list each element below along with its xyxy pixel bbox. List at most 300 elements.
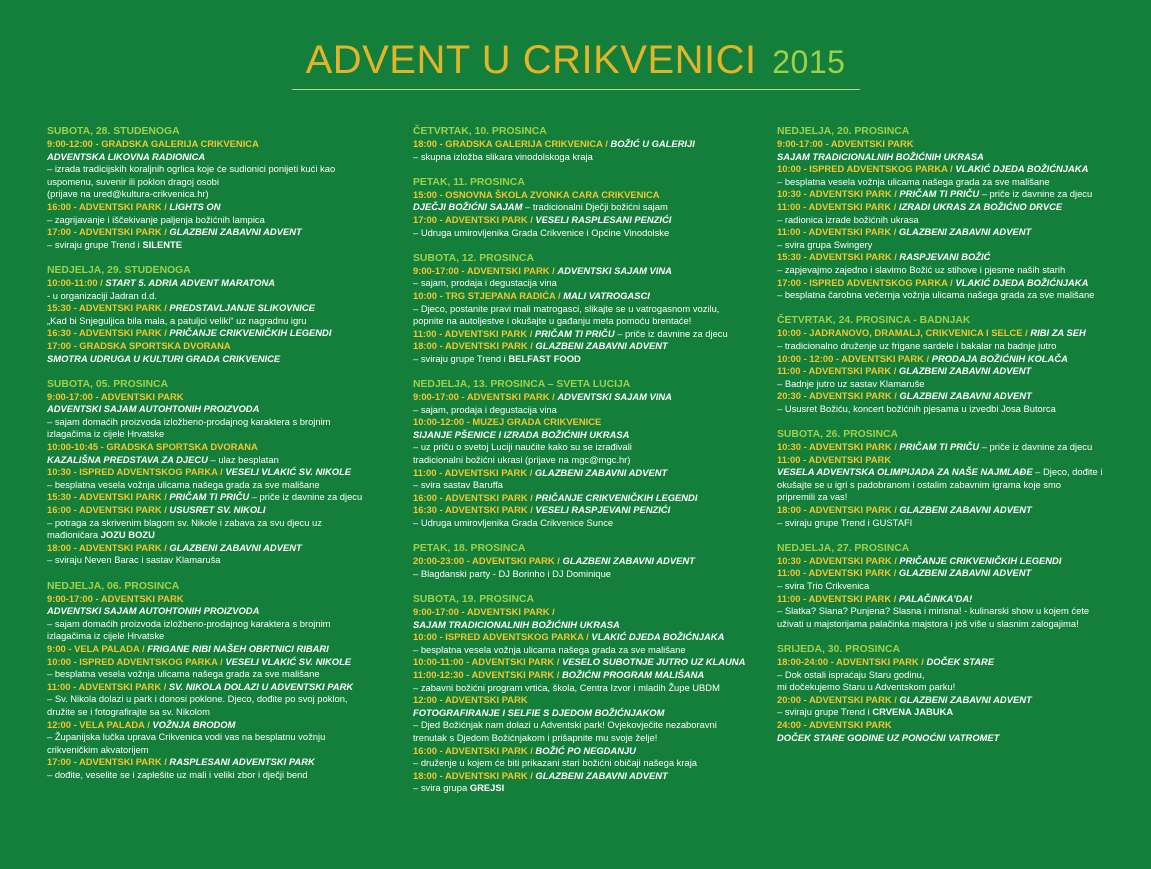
event-time-location: 16:30 - ADVENTSKI PARK / (413, 504, 536, 516)
program-line (47, 504, 393, 517)
day-heading: NEDJELJA, 27. PROSINCA (777, 542, 910, 554)
program-line (777, 353, 1127, 366)
event-description: tradicionalni božićni ukrasi (prijave na mgc@mgc.hr) (413, 454, 631, 466)
event-title: GLAZBENI ZABAVNI ADVENT (898, 365, 1032, 377)
day-heading: PETAK, 18. PROSINCA (413, 543, 526, 555)
event-time-location: 11:00 - ADVENTSKI PARK / (413, 466, 535, 478)
event-description: – Sv. Nikola dolazi u park i donosi poklone. Djeco, dođite po svoj poklon, (47, 693, 348, 705)
program-line (413, 290, 759, 303)
program-line (777, 567, 1127, 580)
event-time-location: 16:00 - ADVENTSKI PARK / (413, 744, 536, 756)
event-title: BOŽIĆ PO NEGDANJU (535, 744, 636, 756)
event-title: VLAKIĆ DJEDA BOŽIĆNJAKA (591, 631, 725, 643)
program-line (777, 201, 1127, 214)
event-time-location: 15:30 - ADVENTSKI PARK / (47, 302, 170, 314)
performer-name: JOZU BOZU (100, 529, 155, 541)
event-title: SAJAM TRADICIONALNIH BOŽIĆNIH UKRASA (777, 150, 984, 162)
program-line (47, 517, 393, 530)
event-title: PALAČINKA'DA! (898, 592, 973, 604)
event-description: – Blagdanski party - DJ Borinho i DJ Dominique (413, 567, 612, 579)
program-line (47, 706, 393, 719)
day-block (413, 252, 759, 366)
program-line (47, 391, 393, 404)
event-title: LIGHTS ON (169, 200, 221, 212)
program-line (413, 555, 759, 568)
program-line (413, 391, 759, 404)
event-time-location: 11:00 - ADVENTSKI PARK / (777, 592, 899, 604)
program-line (777, 214, 1127, 227)
event-description: – besplatna vesela vožnja ulicama našega grada za sve mališane (777, 175, 1050, 187)
program-line (777, 580, 1127, 593)
program-line (47, 302, 393, 315)
day-heading: PETAK, 11. PROSINCA (413, 176, 525, 188)
event-time-location: 11:00-12:30 - ADVENTSKI PARK / (413, 668, 562, 680)
event-description: – sajam domaćih proizvoda izložbeno-prodajnog karaktera s brojnim (47, 415, 331, 427)
event-title: GLAZBENI ZABAVNI ADVENT (898, 226, 1032, 238)
event-description: – besplatna vesela vožnja ulicama našega grada za sve mališane (413, 643, 686, 655)
performer-name: SILENTE (142, 238, 182, 250)
program-line (777, 264, 1127, 277)
event-description: – priče iz davnine za djecu (979, 441, 1093, 453)
event-title: PRIČANJE CRIKVENIČKIH LEGENDI (169, 327, 332, 339)
program-line (777, 289, 1127, 302)
event-description: uživati u majstorijama palačinka majstora i još više u slasnim zalogajima! (777, 617, 1079, 629)
event-time-location: 18:00-24:00 - ADVENTSKI PARK / (777, 655, 927, 667)
event-time-location: 10:00 - ISPRED ADVENTSKOG PARKA / (47, 655, 226, 667)
event-time-location: 9:00-17:00 - ADVENTSKI PARK / (413, 606, 555, 617)
program-line (413, 189, 759, 202)
event-time-location: 16:30 - ADVENTSKI PARK / (47, 327, 170, 339)
program-line (413, 201, 759, 214)
program-line (47, 138, 393, 151)
program-line (777, 466, 1127, 479)
event-time-location: 15:00 - OSNOVNA ŠKOLA ZVONKA CARA CRIKVENICA (413, 188, 660, 200)
program-line (413, 479, 759, 492)
event-time-location: 24:00 - ADVENTSKI PARK (777, 718, 892, 730)
event-time-location: 10:00 - TRG STJEPANA RADIĆA / (413, 289, 564, 301)
event-time-location: 11:00 - ADVENTSKI PARK / (777, 226, 899, 238)
event-description: – tradicionalno druženje uz frigane sardele i bakalar na badnje jutro (777, 339, 1057, 351)
event-title: ADVENTSKA LIKOVNA RADIONICA (47, 150, 206, 162)
event-description: – svira Trio Crikvenica (777, 580, 870, 591)
event-title: USUSRET SV. NIKOLI (169, 504, 266, 516)
event-time-location: 9:00 - VELA PALADA / (47, 642, 148, 654)
event-title: GLAZBENI ZABAVNI ADVENT (562, 555, 695, 567)
day-heading: NEDJELJA, 29. STUDENOGA (47, 264, 191, 276)
event-title: DOČEK STARE (926, 655, 995, 667)
program-line (777, 491, 1127, 504)
event-title: GLAZBENI ZABAVNI ADVENT (535, 769, 668, 781)
event-description: – besplatna čarobna večernja vožnja ulicama našega grada za sve mališane (777, 289, 1095, 301)
event-title: FOTOGRAFIRANJE I SELFIE S DJEDOM BOŽIĆNJAKOM (413, 706, 665, 718)
day-block (47, 580, 393, 782)
program-line (47, 226, 393, 239)
program-line (47, 277, 393, 290)
program-line (777, 681, 1127, 694)
program-line (413, 568, 759, 581)
event-title: START 5. ADRIA ADVENT MARATONA (105, 276, 275, 288)
day-heading: SUBOTA, 05. PROSINCA (47, 378, 169, 390)
day-heading: ČETVRTAK, 10. PROSINCA (413, 126, 547, 137)
event-title: ADVENTSKI SAJAM VINA (557, 264, 672, 276)
event-title: VOŽNJA BRODOM (152, 718, 236, 730)
program-line (777, 555, 1127, 568)
program-line (413, 504, 759, 517)
program-line (47, 290, 393, 303)
program-line (47, 466, 393, 479)
event-title: GLAZBENI ZABAVNI ADVENT (899, 693, 1032, 705)
event-time-location: 10:00-10:45 - GRADSKA SPORTSKA DVORANA (47, 441, 258, 453)
event-title: VESELI RASPJEVANI PENZIĆI (535, 504, 671, 516)
event-description: (prijave na ured@kultura-crikvenica.hr) (47, 188, 209, 200)
program-line (413, 644, 759, 657)
day-heading: ČETVRTAK, 24. PROSINCA - BADNJAK (777, 315, 971, 327)
event-time-location: 10:30 - ISPRED ADVENTSKOG PARKA / (47, 466, 226, 478)
program-line (413, 619, 759, 632)
program-line (47, 428, 393, 441)
event-time-location: 16:00 - ADVENTSKI PARK / (47, 504, 170, 516)
event-description: – sajam domaćih proizvoda izložbeno-prodajnog karaktera s brojnim (47, 617, 331, 629)
event-title: ADVENTSKI SAJAM AUTOHTONIH PROIZVODA (47, 403, 260, 415)
program-line (777, 390, 1127, 403)
program-line (413, 707, 759, 720)
event-description: – radionica izrade božićnih ukrasa (777, 213, 919, 225)
day-heading: SRIJEDA, 30. PROSINCA (777, 643, 900, 655)
program-line (777, 163, 1127, 176)
event-time-location: 9:00-17:00 - ADVENTSKI PARK (47, 390, 184, 402)
event-time-location: 10:00-11:00 - ADVENTSKI PARK / (413, 656, 562, 668)
program-line (413, 353, 759, 366)
event-time-location: 11:00 - ADVENTSKI PARK / (47, 680, 169, 692)
event-description: – svira sastav Baruffa (413, 479, 503, 491)
event-time-location: 18:00 - ADVENTSKI PARK / (47, 541, 170, 553)
event-title: SMOTRA UDRUGA U KULTURI GRADA CRIKVENICE (47, 352, 281, 364)
day-heading: NEDJELJA, 13. PROSINCA – SVETA LUCIJA (413, 379, 631, 391)
event-title: GLAZBENI ZABAVNI ADVENT (899, 504, 1032, 516)
event-time-location: 18:00 - ADVENTSKI PARK / (413, 769, 536, 781)
program-line (47, 731, 393, 744)
event-title: FRIGANE RIBI NAŠEH OBRTNICI RIBARI (147, 642, 329, 654)
program-line (777, 340, 1127, 353)
event-description: – Djeco, dođite i (1032, 466, 1103, 478)
day-block (777, 643, 1127, 744)
program-line (47, 214, 393, 227)
program-line (413, 441, 759, 454)
event-time-location: 10:00 - 12:00 - ADVENTSKI PARK / (777, 352, 932, 364)
day-block (47, 378, 393, 567)
program-line (777, 454, 1127, 467)
event-description: crikveničkim akvatorijem (47, 743, 149, 755)
event-description: – ulaz besplatan (207, 453, 279, 465)
program-line (47, 188, 393, 201)
program-line (47, 151, 393, 164)
program-line (413, 277, 759, 290)
event-description: „Kad bi Snjeguljica bila mala, a patuljci veliki“ uz nagradnu igru (47, 314, 307, 326)
program-line (413, 416, 759, 429)
program-line (777, 618, 1127, 631)
event-description: – druženje u kojem će biti prikazani stari božićni običaji našega kraja (413, 757, 698, 769)
program-line (413, 656, 759, 669)
event-description: – priče iz davnine za djecu (979, 188, 1093, 200)
event-time-location: 12:00 - VELA PALADA / (47, 718, 153, 730)
event-description: – Udruga umirovljenika Grada Crikvenice Sunce (413, 517, 614, 529)
program-line (47, 693, 393, 706)
event-description: – priče iz davnine za djecu (249, 491, 363, 503)
event-time-location: 17:00 - ISPRED ADVENTSKOG PARKA / (777, 276, 956, 288)
title-year: 2015 (772, 44, 846, 80)
event-description: – izrada tradicijskih koraljnih ogrlica koje će sudionici ponijeti kući kao (47, 163, 336, 175)
program-line (413, 340, 759, 353)
program-line (413, 770, 759, 783)
event-description: – Ususret Božiću, koncert božićnih pjesama u izvedbi Josa Butorca (777, 402, 1056, 414)
event-time-location: 9:00-17:00 - ADVENTSKI PARK / (413, 391, 558, 403)
program-line (777, 517, 1127, 530)
event-description: mađioničara (47, 529, 101, 541)
event-time-location: 12:00 - ADVENTSKI PARK (413, 694, 528, 706)
event-description: – skupna izložba slikara vinodolskoga kraja (413, 150, 593, 162)
program-line (47, 529, 393, 542)
event-title: DOČEK STARE GODINE UZ PONOĆNI VATROMET (777, 731, 1000, 743)
program-line (777, 277, 1127, 290)
program-line (47, 744, 393, 757)
program-line (777, 251, 1127, 264)
event-title: ADVENTSKI SAJAM VINA (557, 391, 672, 403)
event-title: BOŽIĆ U GALERIJI (610, 138, 695, 149)
event-time-location: 11:00 - ADVENTSKI PARK / (777, 200, 899, 212)
event-time-location: 17:00 - ADVENTSKI PARK / (413, 213, 536, 225)
event-description: – sviraju grupe Trend i (47, 238, 143, 250)
program-line (413, 467, 759, 480)
program-column-1 (47, 125, 393, 794)
program-line (47, 327, 393, 340)
event-title: GLAZBENI ZABAVNI ADVENT (169, 541, 302, 553)
program-line (413, 631, 759, 644)
event-description: – Djeco, postanite pravi mali matrogasci, slikajte se u vatrogasnom vozilu, (413, 302, 720, 314)
event-title: SV. NIKOLA DOLAZI U ADVENTSKI PARK (168, 680, 354, 692)
program-line (47, 163, 393, 176)
event-title: VESELO SUBOTNJE JUTRO UZ KLAUNA (562, 656, 746, 668)
event-time-location: 10:00 - ISPRED ADVENTSKOG PARKA / (777, 163, 956, 175)
program-line (413, 732, 759, 745)
event-time-location: 20:00 - ADVENTSKI PARK / (777, 693, 900, 705)
event-description: – zabavni božićni program vrtića, škola, Centra Izvor i mladih Župe UBDM (413, 681, 720, 693)
event-description: – Slatka? Slana? Punjena? Slasna i mirisna! - kulinarski show u kojem ćete (777, 605, 1090, 617)
program-line (47, 176, 393, 189)
event-time-location: 10:00 - ISPRED ADVENTSKOG PARKA / (413, 631, 592, 643)
event-title: SAJAM TRADICIONALNIH BOŽIĆNIH UKRASA (413, 618, 620, 630)
event-time-location: 20:30 - ADVENTSKI PARK / (777, 390, 900, 402)
event-description: – sviraju Neven Barac i sastav Klamaruša (47, 554, 221, 566)
event-time-location: 20:00-23:00 - ADVENTSKI PARK / (413, 555, 563, 567)
event-title: ADVENTSKI SAJAM AUTOHTONIH PROIZVODA (47, 605, 260, 617)
event-description: – Udruga umirovljenika Grada Crikvenice i Općine Vinodolske (413, 226, 670, 238)
day-heading: SUBOTA, 28. STUDENOGA (47, 126, 180, 137)
event-title: PREDSTAVLJANJE SLIKOVNICE (169, 302, 315, 314)
event-description: – Badnje jutro uz sastav Klamaruše (777, 377, 925, 389)
program-line (413, 227, 759, 240)
program-line (777, 176, 1127, 189)
event-description: družite se i fotografirajte sa sv. Nikolom (47, 705, 210, 717)
event-description: – svira grupa Swingery (777, 238, 873, 250)
program-line (777, 504, 1127, 517)
event-description: popnite na autoljestve i okušajte u gađanju meta pomoću brentaće! (413, 315, 692, 327)
event-description: – sviraju grupe Trend i (413, 352, 509, 364)
event-description: izlagačima iz cijele Hrvatske (47, 428, 165, 440)
program-line (47, 403, 393, 416)
program-line (777, 593, 1127, 606)
performer-name: CRVENA JABUKA (872, 706, 954, 718)
event-title: RASPLESANI ADVENTSKI PARK (169, 756, 315, 768)
day-block (413, 593, 759, 795)
title-divider (292, 89, 860, 90)
program-line (777, 669, 1127, 682)
event-time-location: 18:00 - ADVENTSKI PARK / (413, 340, 536, 352)
performer-name: BELFAST FOOD (508, 352, 581, 364)
event-title: PRIČAM TI PRIČU (899, 441, 980, 453)
event-time-location: 16:00 - ADVENTSKI PARK / (413, 491, 536, 503)
event-time-location: 9:00-12:00 - GRADSKA GALERIJA CRIKVENICA (47, 138, 259, 149)
event-description: uspomenu, suvenir ili poklon dragoj osobi (47, 175, 219, 187)
event-title: RIBI ZA SEH (1030, 327, 1086, 339)
program-column-3 (777, 125, 1127, 757)
day-heading: NEDJELJA, 20. PROSINCA (777, 126, 910, 137)
day-block (413, 378, 759, 530)
event-time-location: 17:00 - ADVENTSKI PARK / (47, 756, 170, 768)
program-line (47, 769, 393, 782)
event-time-location: 9:00-17:00 - ADVENTSKI PARK (47, 592, 184, 604)
program-line (413, 606, 759, 619)
event-time-location: 10:30 - ADVENTSKI PARK / (777, 188, 900, 200)
event-title: VESELI VLAKIĆ SV. NIKOLE (225, 466, 352, 478)
program-line (47, 479, 393, 492)
program-line (413, 328, 759, 341)
page-title (0, 38, 1151, 83)
event-description: – priče iz davnine za djecu (614, 327, 728, 339)
event-title: SIJANJE PŠENICE I IZRADA BOŽIĆNIH UKRASA (413, 428, 630, 440)
day-block (47, 125, 393, 251)
event-title: VESELI VLAKIĆ SV. NIKOLE (225, 655, 352, 667)
event-time-location: 11:00 - ADVENTSKI PARK (777, 453, 892, 465)
program-line (47, 340, 393, 353)
day-block (413, 176, 759, 239)
day-block (777, 542, 1127, 631)
program-line (777, 441, 1127, 454)
event-title: VESELI RASPLESANI PENZIĆI (535, 213, 672, 225)
event-title: VLAKIĆ DJEDA BOŽIĆNJAKA (955, 163, 1089, 175)
day-heading: SUBOTA, 26. PROSINCA (777, 429, 899, 441)
event-description: – sajam, prodaja i degustacija vina (413, 403, 557, 415)
program-line (777, 365, 1127, 378)
event-time-location: 15:30 - ADVENTSKI PARK / (47, 491, 170, 503)
program-line (777, 226, 1127, 239)
event-description: okušajte se u igri s padobranom i ostalim zabavnim igrama koje smo (777, 478, 1061, 490)
program-line (777, 706, 1127, 719)
program-line (413, 492, 759, 505)
event-title: GLAZBENI ZABAVNI ADVENT (899, 390, 1032, 402)
program-line (413, 303, 759, 316)
event-description: – zapjevajmo zajedno i slavimo Božić uz stihove i pjesme naših starih (777, 263, 1066, 275)
day-block (413, 542, 759, 580)
program-line (47, 416, 393, 429)
program-line (777, 327, 1127, 340)
event-title: IZRADI UKRAS ZA BOŽIĆNO DRVCE (898, 200, 1063, 212)
program-line (413, 429, 759, 442)
event-title: DJEČJI BOŽIĆNI SAJAM (413, 201, 523, 213)
event-time-location: 10:00 - JADRANOVO, DRAMALJ, CRIKVENICA I SELCE / (777, 327, 1031, 339)
event-time-location: 10:00-11:00 / (47, 276, 106, 288)
event-description: – Djed Božićnjak nam dolazi u Adventski park! Ovjekovječite nezaboravni (413, 719, 717, 731)
program-line (47, 756, 393, 769)
program-line (413, 694, 759, 707)
event-description: – besplatna vesela vožnja ulicama našega grada za sve mališane (47, 668, 320, 680)
program-line (47, 605, 393, 618)
event-title: VESELA ADVENTSKA OLIMPIJADA ZA NAŠE NAJMLAĐE (777, 466, 1033, 478)
program-line (47, 201, 393, 214)
program-line (777, 479, 1127, 492)
program-line (413, 757, 759, 770)
event-time-location: 16:00 - ADVENTSKI PARK / (47, 200, 170, 212)
event-time-location: 10:30 - ADVENTSKI PARK / (777, 441, 900, 453)
program-line (47, 656, 393, 669)
event-title: MALI VATROGASCI (563, 289, 650, 301)
program-line (413, 745, 759, 758)
program-line (47, 491, 393, 504)
program-line (47, 719, 393, 732)
event-description: pripremili za vas! (777, 491, 848, 503)
event-time-location: 18:00 - GRADSKA GALERIJA CRIKVENICA / (413, 138, 611, 149)
event-time-location: 11:00 - ADVENTSKI PARK / (777, 365, 899, 377)
event-time-location: 10:30 - ADVENTSKI PARK / (777, 554, 900, 566)
day-block (777, 125, 1127, 302)
program-line (47, 630, 393, 643)
performer-name: GREJSI (469, 782, 505, 794)
event-title: GLAZBENI ZABAVNI ADVENT (169, 226, 302, 238)
event-description: – sviraju grupe Trend i GUSTAFI (777, 516, 913, 528)
program-line (413, 719, 759, 732)
event-title: RASPJEVANI BOŽIĆ (899, 251, 991, 263)
event-time-location: 10:00-12:00 - MUZEJ GRADA CRIKVENICE (413, 416, 602, 428)
program-line (47, 315, 393, 328)
event-title: BOŽIĆNI PROGRAM MALIŠANA (562, 668, 705, 680)
program-line (413, 404, 759, 417)
program-line (47, 554, 393, 567)
event-title: PRIČAM TI PRIČU (169, 491, 250, 503)
program-line (47, 454, 393, 467)
event-title: PRIČAM TI PRIČU (899, 188, 980, 200)
program-line (413, 315, 759, 328)
event-description: – sajam, prodaja i degustacija vina (413, 277, 557, 289)
program-line (413, 517, 759, 530)
program-line (777, 151, 1127, 164)
event-title: KAZALIŠNA PREDSTAVA ZA DJECU (47, 453, 208, 465)
event-title: PRIČANJE CRIKVENIČKIH LEGENDI (535, 491, 698, 503)
event-description: – Dok ostali ispraćaju Staru godinu, (777, 668, 925, 680)
program-line (413, 682, 759, 695)
program-line (777, 694, 1127, 707)
program-line (47, 618, 393, 631)
event-time-location: 9:00-17:00 - ADVENTSKI PARK (777, 138, 914, 149)
program-line (413, 669, 759, 682)
program-line (413, 265, 759, 278)
event-title: PRIČAM TI PRIČU (534, 327, 615, 339)
program-line (47, 239, 393, 252)
event-description: – Županijska lučka uprava Crikvenica vodi vas na besplatnu vožnju (47, 731, 326, 743)
day-block (47, 264, 393, 365)
title-text: ADVENT U CRIKVENICI (305, 38, 757, 82)
event-description: – dođite, veselite se i zaplešite uz mali i veliki zbor i dječji bend (47, 768, 308, 780)
event-title: GLAZBENI ZABAVNI ADVENT (535, 340, 668, 352)
event-time-location: 11:00 - ADVENTSKI PARK / (777, 567, 899, 579)
